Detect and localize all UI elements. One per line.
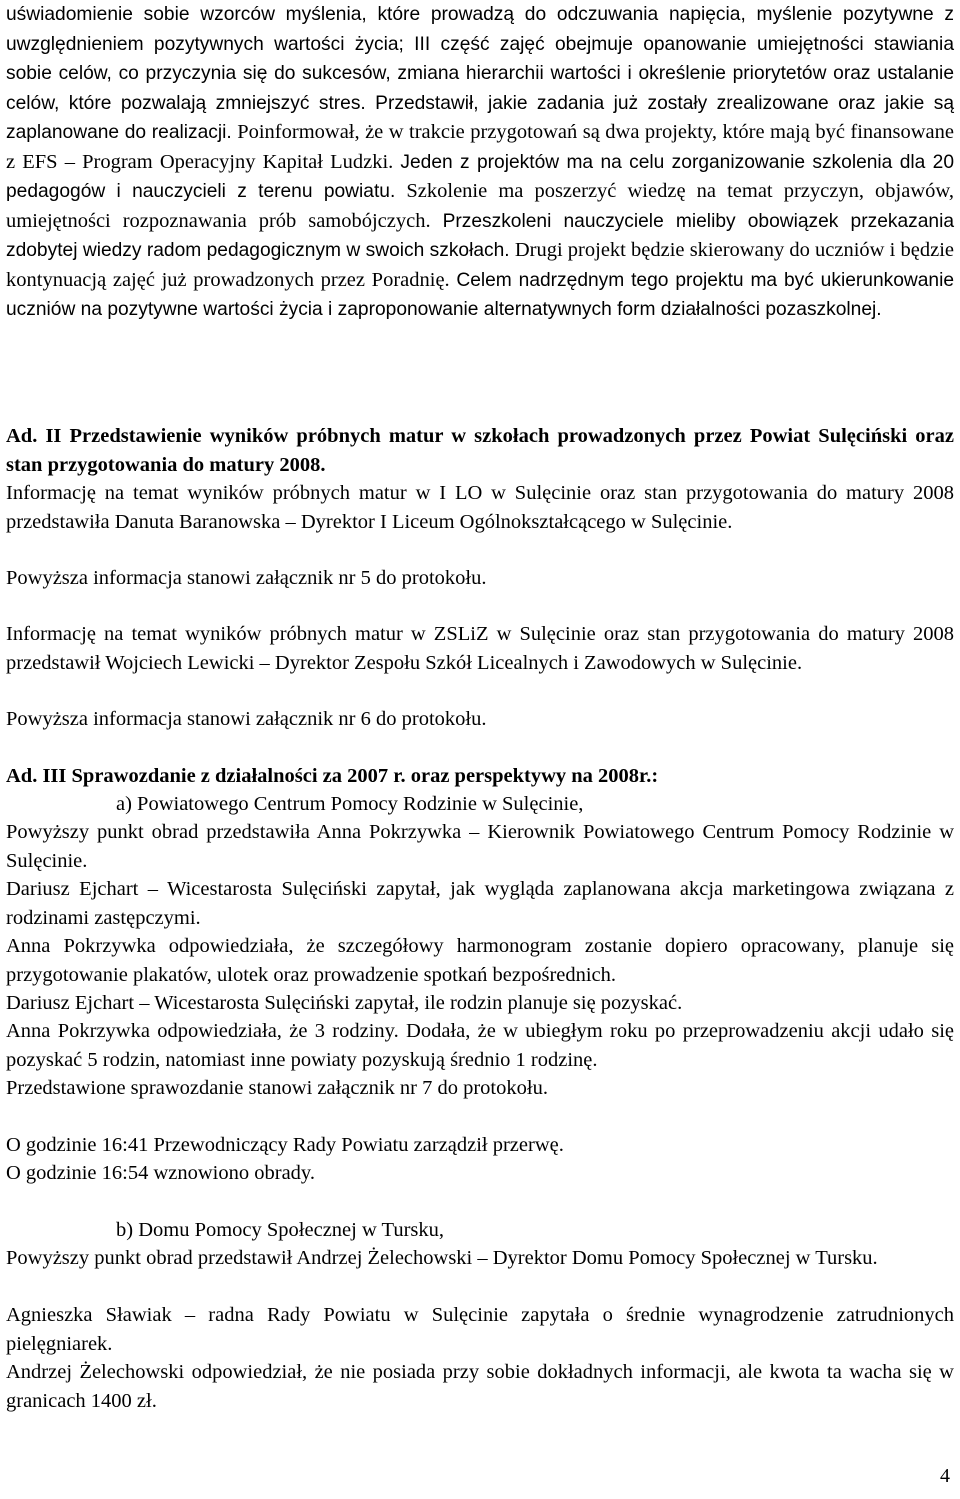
section2-paragraph-3: Informację na temat wyników próbnych matur w ZSLiZ w Sulęcinie oraz stan przygotowania do matury 2008 przedstawił Wojciech Lewicki – Dyrektor Zespołu Szkół Licealnych i Zawodowych w Sulęcinie.: [6, 623, 954, 674]
section3-a-paragraph-2: Dariusz Ejchart – Wicestarosta Sulęciński zapytał, jak wygląda zaplanowana akcja marketingowa związana z rodzinami zastępczymi.: [6, 878, 954, 929]
section2-paragraph-4: Powyższa informacja stanowi załącznik nr 6 do protokołu.: [6, 708, 487, 730]
intro-text-part7: Celem nadrzędnym tego projektu ma być ukierunkowanie uczniów na pozytywne wartości życia i zaproponowanie alternatywnych form działalności pozaszkolnej.: [6, 269, 955, 320]
section2-paragraph-1: Informację na temat wyników próbnych matur w I LO w Sulęcinie oraz stan przygotowania do matury 2008 przedstawiła Danuta Baranowska – Dyrektor I Liceum Ogólnokształcącego w Sulęcinie.: [6, 482, 954, 533]
resume-announcement: O godzinie 16:54 wznowiono obrady.: [6, 1162, 315, 1184]
section3-b-paragraph-2: Agnieszka Sławiak – radna Rady Powiatu w Sulęcinie zapytała o średnie wynagrodzenie zatrudnionych pielęgniarek.: [6, 1304, 954, 1355]
intro-text-part3: Jeden z projektów ma na celu zorganizowanie szkolenia dla 20 pedagogów i nauczycieli z terenu powiatu.: [6, 151, 954, 202]
section2-heading: Ad. II Przedstawienie wyników próbnych matur w szkołach prowadzonych przez Powiat Sulęciński oraz stan przygotowania do matury 2008.: [6, 425, 954, 476]
section2-paragraph-2: Powyższa informacja stanowi załącznik nr 5 do protokołu.: [6, 567, 487, 589]
section3-a-paragraph-1: Powyższy punkt obrad przedstawiła Anna Pokrzywka – Kierownik Powiatowego Centrum Pomocy Rodzinie w Sulęcinie.: [6, 821, 954, 872]
section3-a-paragraph-3: Anna Pokrzywka odpowiedziała, że szczegółowy harmonogram zostanie dopiero opracowany, planuje się przygotowanie plakatów, ulotek oraz prowadzenie spotkań bezpośrednich.: [6, 935, 954, 986]
page-number: 4: [940, 1465, 950, 1487]
section3-a-paragraph-5: Anna Pokrzywka odpowiedziała, że 3 rodziny. Dodała, że w ubiegłym roku po przeprowadzeniu akcji udało się pozyskać 5 rodzin, natomiast inne powiaty pozyskują średnio 1 rodzinę.: [6, 1020, 954, 1071]
section3-heading: Ad. III Sprawozdanie z działalności za 2007 r. oraz perspektywy na 2008r.:: [6, 765, 659, 787]
intro-text-part2: Poinformował, że w trakcie przygotowań są dwa projekty, które mają być finansowane z EFS – Program Operacyjny Kapitał Ludzki.: [6, 121, 954, 173]
section3-b-paragraph-3: Andrzej Żelechowski odpowiedział, że nie posiada przy sobie dokładnych informacji, ale kwota ta wacha się w granicach 1400 zł.: [6, 1361, 954, 1412]
section3-b-paragraph-1: Powyższy punkt obrad przedstawił Andrzej Żelechowski – Dyrektor Domu Pomocy Społecznej w Tursku.: [6, 1247, 878, 1269]
intro-text-part1: uświadomienie sobie wzorców myślenia, które prowadzą do odczuwania napięcia, myślenie pozytywne z uwzględnieniem pozytywnych wartości życia; III część zajęć obejmuje opanowanie umiejętności stawiania sobie celów, co przyczynia się do sukcesów, zmiana hierarchii wartości i określenie priorytetów oraz ustalanie celów, które pozwalają zmniejszyć stres. Przedstawił, jakie zadania już zostały zrealizowane oraz jakie są zaplanowane do realizacji.: [6, 4, 954, 143]
section3-a-paragraph-4: Dariusz Ejchart – Wicestarosta Sulęciński zapytał, ile rodzin planuje się pozyskać.: [6, 992, 683, 1014]
break-announcement: O godzinie 16:41 Przewodniczący Rady Powiatu zarządził przerwę.: [6, 1134, 564, 1156]
section3-item-a: a) Powiatowego Centrum Pomocy Rodzinie w Sulęcinie,: [116, 793, 584, 815]
document-page: [6, 0, 956, 1499]
intro-paragraph: [6, 0, 954, 325]
intro-text-part4: Szkolenie ma poszerzyć wiedzę na temat przyczyn, objawów, umiejętności rozpoznawania prób samobójczych.: [6, 180, 954, 232]
section3-a-paragraph-6: Przedstawione sprawozdanie stanowi załącznik nr 7 do protokołu.: [6, 1077, 548, 1099]
section3-item-b: b) Domu Pomocy Społecznej w Tursku,: [116, 1219, 444, 1241]
intro-text-part6: Drugi projekt będzie skierowany do uczniów i będzie kontynuacją zajęć już prowadzonych przez Poradnię.: [6, 239, 955, 291]
intro-text-part5: Przeszkoleni nauczyciele mieliby obowiązek przekazania zdobytej wiedzy radom pedagogicznym w swoich szkołach.: [6, 210, 955, 261]
